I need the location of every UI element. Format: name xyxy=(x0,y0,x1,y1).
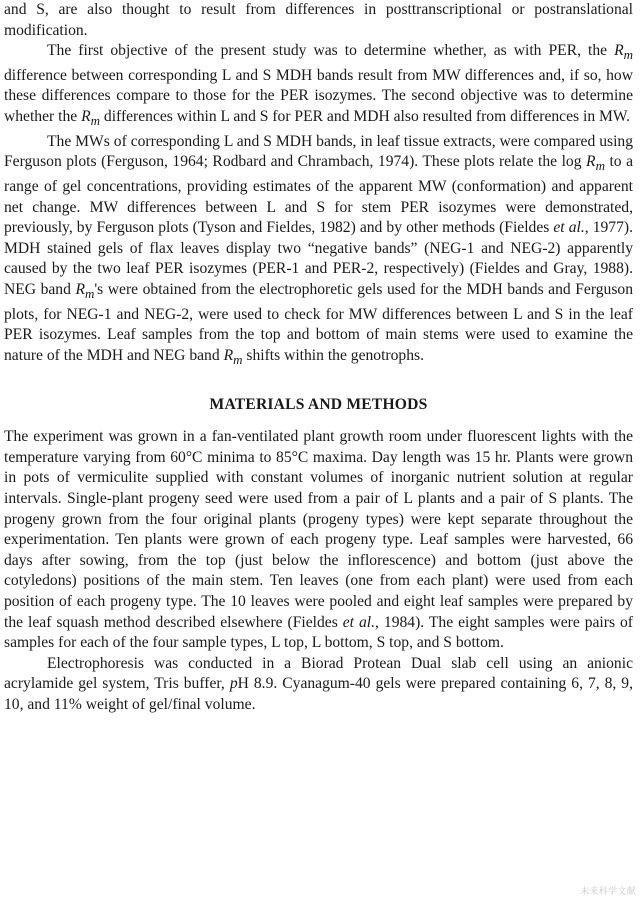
rm-symbol: $R_m$ xyxy=(614,42,633,63)
et-al-citation: et al. xyxy=(553,219,585,237)
rm-symbol: $R_m$ xyxy=(75,281,95,302)
methods-text-1: The experiment was grown in a fan-ventilated plant growth room under fluorescent lights with the temperature varying from 60°C minima to 85°C maxima. Day length was 15 hr. Plants were grown in pots of vermiculite supplied with constant volumes of inorganic nutrient solution at regular intervals. Single-plant progeny seed were used from a pair of L plants and a pair of S plants. The progeny grown from the four original plants (progeny types) were kept separate throughout the experimentation. Ten plants were grown of each progeny type. Leaf samples were harvested, 66 days after sowing, from the top (just below the inflorescence) and bottom (just above the cotyledons) positions of the main stem. Ten leaves (one from each plant) were used from each position of each progeny type. The 10 leaves were pooled and eight leaf samples were prepared by the leaf squash method described elsewhere (Fieldes xyxy=(4,428,633,631)
methods-text-2: , 1984). The eight samples were pairs of samples for each of the four sample types, L top, L bottom, S top, and S bottom. xyxy=(4,613,633,652)
rm-symbol: $R_m$ xyxy=(223,346,243,368)
et-al-citation: et al. xyxy=(342,613,376,631)
rm-symbol: $R_m$ xyxy=(586,153,605,174)
ferguson-text-1: The MWs of corresponding L and S MDH bands, in leaf tissue extracts, were compared using Ferguson plots (Ferguson, 1964; Rodbard and Chrambach, 1974). These plots relate the log xyxy=(4,132,633,171)
ph-symbol: p xyxy=(229,675,238,693)
methods-paragraph-2 xyxy=(4,654,633,716)
methods-paragraph-1 xyxy=(4,427,633,654)
objectives-text-1: The first objective of the present study was to determine whether, as with PER, the xyxy=(47,42,615,60)
electrophoresis-text-2: H 8.9. Cyanagum-40 gels were prepared containing 6, 7, 8, 9, 10, and 11% weight of gel/final volume. xyxy=(4,675,634,713)
document-page xyxy=(4,0,633,716)
ferguson-text-2: to a range of gel concentrations, providing estimates of the apparent MW (conformation) and apparent net change. MW differences between L and S for stem PER isozymes were demonstrated, previously, by Ferguson plots (Tyson and Fieldes, 1982) and by other methods (Fieldes xyxy=(4,153,633,237)
rm-symbol: $R_m$ xyxy=(81,108,100,129)
intro-paragraph-continuation xyxy=(4,0,633,41)
watermark-text: 未来科学文献 xyxy=(580,887,636,897)
ferguson-text-4: 's were obtained from the electrophoretic gels used for the MDH bands and Ferguson plots, for NEG-1 and NEG-2, were used to check for MW differences between L and S in the leaf PER isozymes. Leaf samples from the top and bottom of main stems were used to examine the nature of the MDH and NEG band xyxy=(4,281,633,364)
objectives-paragraph xyxy=(4,41,633,132)
electrophoresis-text-1: Electrophoresis was conducted in a Biorad Protean Dual slab cell using an anionic acrylamide gel system, Tris buffer, xyxy=(4,654,633,693)
ferguson-text-5: shifts within the genotrophs. xyxy=(242,346,424,364)
ferguson-text-3: , 1977). MDH stained gels of flax leaves display two “negative bands” (NEG-1 and NEG-2) apparently caused by the two leaf PER isozymes (PER-1 and PER-2, respectively) (Fieldes and Gray, 1988). NEG band xyxy=(4,219,633,299)
objectives-text-2: difference between corresponding L and S MDH bands result from MW differences and, if so, how these differences compare to those for the PER isozymes. The second objective was to determine whether the xyxy=(4,66,633,126)
section-heading-materials-methods: MATERIALS AND METHODS xyxy=(209,395,428,413)
ferguson-paragraph xyxy=(4,132,633,371)
objectives-text-3: differences within L and S for PER and MDH also resulted from differences in MW. xyxy=(100,108,631,126)
intro-p0-text: and S, are also thought to result from differences in posttranscriptional or postranslational modification. xyxy=(4,1,633,39)
